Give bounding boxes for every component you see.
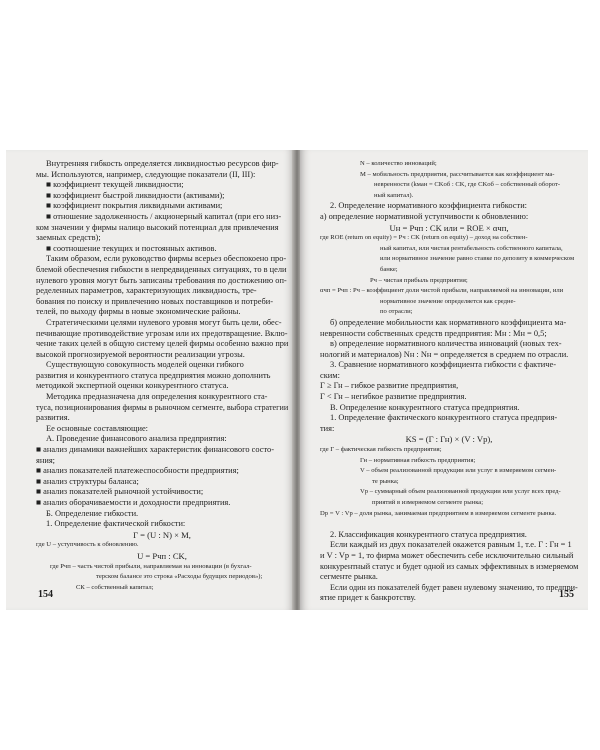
text-line-content: Если каждый из двух показателей окажется равным 1, т.е. Г : Гн = 1 — [330, 540, 572, 550]
text-line-content: ■ отношение задолженность / акционерный капитал (при его низ- — [46, 211, 282, 221]
text-line — [320, 339, 578, 350]
text-line-content: где U – уступчивость к обновлению. — [36, 541, 139, 549]
text-line-content: СК – собственный капитал; — [76, 583, 154, 591]
text-line — [36, 371, 288, 382]
text-line-content: ■ коэффициент быстрой ликвидности (активами); — [46, 190, 225, 200]
text-line — [320, 318, 578, 329]
text-line — [320, 572, 578, 583]
text-line — [320, 551, 578, 562]
left-page — [6, 150, 294, 610]
text-line — [320, 445, 578, 456]
text-line-content: развития и конкурентного статуса предприятия можно дополнить — [36, 370, 271, 380]
text-line-content: яния; — [36, 455, 55, 465]
text-line — [36, 434, 288, 445]
text-line-content: ный капитал, или чистая рентабельность собственного капитала, — [380, 244, 563, 252]
text-line — [320, 254, 578, 265]
text-line — [320, 350, 578, 361]
text-line-content: Методика предназначена для определения конкурентного ста- — [46, 392, 268, 402]
text-line — [36, 540, 288, 551]
text-line — [36, 477, 288, 488]
text-line-content: Г ≥ Гн – гибкое развитие предприятия, — [320, 381, 459, 391]
text-line-content: Uн = Pчп : CK или = ROE × αчп, — [389, 222, 509, 233]
text-line-content: приятий в измеряемом сегменте рынка; — [372, 499, 484, 506]
text-line — [320, 424, 578, 435]
text-line — [320, 456, 578, 467]
text-line — [320, 593, 578, 604]
text-line — [320, 413, 578, 424]
text-line — [320, 466, 578, 477]
text-line — [320, 286, 578, 297]
text-line-content: блемой обеспечения гибкости в непредвиденных ситуациях, то в цели — [36, 264, 287, 274]
text-line — [320, 201, 578, 212]
text-line-content: В. Определение конкурентного статуса предприятия. — [330, 402, 520, 412]
text-line-content: ■ анализ показателей рыночной устойчивости; — [36, 487, 204, 497]
text-line — [36, 212, 288, 223]
text-line — [320, 159, 578, 170]
text-line-content: развития. — [36, 413, 70, 423]
text-line-content: ный капитал). — [374, 191, 414, 199]
text-line-content: ятие придет к банкротству. — [320, 593, 416, 603]
text-line-content: Стратегическими целями нулевого уровня могут быть цели, обес- — [46, 317, 282, 327]
left-page-number: 154 — [38, 589, 53, 600]
text-line — [36, 191, 288, 202]
text-line — [36, 509, 288, 520]
text-line — [320, 509, 578, 520]
text-line-content: терском балансе это строка «Расходы будущих периодов»); — [96, 573, 263, 581]
text-line-content: чение таких целей в общую систему целей фирмы особенно важно при — [36, 339, 289, 349]
text-line — [320, 276, 578, 287]
text-line-content: высокой прогнозируемой вероятности реализации угрозы. — [36, 349, 245, 359]
text-line-content: ■ анализ динамики важнейших характеристик финансового состо- — [36, 445, 274, 455]
text-line-content: Г = (U : N) × M, — [133, 529, 191, 540]
text-line — [320, 371, 578, 382]
text-line-content: или нормативное значение равно ставке по депозиту в коммерческом — [380, 255, 575, 263]
text-line — [320, 297, 578, 308]
text-line-content: конкурентный статус и будет одной из самых эффективных в измеряемом — [320, 561, 579, 571]
text-line-content: методикой экспертной оценки конкурентного статуса. — [36, 381, 229, 391]
text-line — [36, 562, 288, 573]
text-line — [36, 318, 288, 329]
text-line — [320, 170, 578, 181]
text-line — [36, 339, 288, 350]
text-line-content: Б. Определение гибкости. — [46, 508, 139, 518]
text-line — [320, 519, 578, 530]
text-line — [36, 551, 288, 562]
text-line — [36, 254, 288, 265]
text-line — [320, 403, 578, 414]
text-line-content: мы. Используются, например, следующие показатели (II, III): — [36, 169, 256, 179]
text-line-content: 3. Сравнение нормативного коэффициента гибкости с фактиче- — [330, 360, 556, 370]
text-line-content: 1. Определение фактической гибкости: — [46, 519, 186, 529]
text-line-content: KS = (Г : Гн) × (V : Vр), — [405, 434, 493, 445]
text-line-content: Pч – чистая прибыль предприятия; — [370, 276, 468, 284]
text-line-content: где Г – фактическая гибкость предприятия; — [320, 446, 442, 454]
text-line-content: А. Проведение финансового анализа предприятия: — [46, 434, 227, 444]
text-line-content: нормативное значение определяется как средне- — [380, 297, 516, 305]
text-line-content: ■ анализ структуры баланса; — [36, 476, 139, 486]
text-line-content: туса, позиционирования фирмы в рыночном сегменте, выбора стратегии — [36, 402, 289, 412]
text-line-content: по отрасли; — [380, 308, 413, 316]
text-line — [36, 487, 288, 498]
text-line — [320, 191, 578, 202]
text-line-content: сегменте рынка. — [320, 572, 378, 582]
text-line-content: телей, по выходу фирмы в новые экономические районы. — [36, 307, 241, 317]
text-line — [36, 445, 288, 456]
text-line — [36, 286, 288, 297]
text-line-content: ■ анализ оборачиваемости и доходности предприятия. — [36, 498, 231, 507]
text-line — [36, 350, 288, 361]
text-line — [320, 212, 578, 223]
text-line-content: Таким образом, если руководство фирмы всерьез обеспокоено про- — [46, 254, 287, 264]
text-line — [320, 562, 578, 573]
text-line — [320, 530, 578, 541]
text-line — [36, 530, 288, 541]
text-line-content: Ее основные составляющие: — [46, 423, 149, 433]
text-line-content: а) определение нормативной уступчивости к обновлению: — [320, 211, 529, 221]
text-line-content: 2. Классификация конкурентного статуса предприятия. — [330, 529, 527, 539]
text-line — [36, 572, 288, 583]
left-page-text — [36, 159, 288, 593]
text-line-content: невренности (kман = CKоб : CK, где CKоб – собственный оборот- — [374, 181, 561, 189]
text-line — [36, 170, 288, 181]
text-line — [36, 159, 288, 170]
text-line-content: U = Pчп : CK, — [137, 550, 187, 561]
text-line — [320, 180, 578, 191]
text-line — [320, 487, 578, 498]
text-line-content: заемных средств); — [36, 233, 101, 243]
text-line-content: ком значении у фирмы налицо высокий потенциал для привлечения — [36, 222, 279, 232]
right-page-number: 155 — [559, 589, 574, 600]
text-line — [320, 360, 578, 371]
text-line-content: где Pчп – часть чистой прибыли, направляемая на инновации (в бухгал- — [50, 562, 252, 570]
text-line — [320, 498, 578, 509]
text-line — [36, 466, 288, 477]
text-line-content: те рынка; — [372, 477, 399, 485]
text-line — [36, 223, 288, 234]
text-line — [36, 456, 288, 467]
text-line-content: Если один из показателей будет равен нулевому значению, то предпри- — [330, 582, 578, 592]
text-line — [36, 180, 288, 191]
text-line — [36, 307, 288, 318]
right-page — [300, 150, 588, 610]
text-line-content: Vр – суммарный объем реализованной продукции или услуг всех пред- — [360, 488, 561, 496]
text-line-content: ■ анализ показателей платежеспособности предприятия; — [36, 466, 239, 476]
text-line — [36, 360, 288, 371]
text-line-content: б) определение мобильности как нормативного коэффициента ма- — [330, 317, 567, 327]
text-line-content: ским: — [320, 370, 340, 380]
text-line-content: ределенных параметров, характеризующих ликвидность, тре- — [36, 286, 257, 296]
text-line — [36, 297, 288, 308]
text-line — [36, 583, 288, 594]
text-line — [36, 329, 288, 340]
text-line — [320, 329, 578, 340]
text-line-content: 1. Определение фактического конкурентного статуса предприя- — [330, 413, 558, 423]
text-line — [36, 392, 288, 403]
text-line-content: нулевого уровня могут быть записаны требования по достижению оп- — [36, 275, 287, 285]
text-line — [36, 233, 288, 244]
text-line-content: 2. Определение нормативного коэффициента гибкости: — [330, 201, 527, 211]
text-line-content: N – количество инноваций; — [360, 160, 437, 167]
text-line-content: где ROE (return on equity) = Pч : CK (return on equity) – доход на собствен- — [320, 234, 528, 242]
right-page-text — [320, 159, 578, 604]
text-line — [320, 265, 578, 276]
text-line-content: Внутренняя гибкость определяется ликвидностью ресурсов фир- — [46, 159, 279, 168]
text-line — [36, 413, 288, 424]
text-line — [36, 403, 288, 414]
text-line-content: и V : Vр = 1, то фирма может обеспечить себе исключительно сильный — [320, 550, 574, 560]
text-line — [36, 201, 288, 212]
text-line-content: в) определение нормативного количества инноваций (новых тех- — [330, 339, 562, 349]
text-line — [36, 498, 288, 509]
text-line-content: невренности собственных средств предприятия: Mн : Mн = 0,5; — [320, 328, 547, 338]
text-line-content: V – объем реализованной продукции или услуг в измеряемом сегмен- — [360, 467, 557, 475]
text-line-content: тия: — [320, 423, 335, 433]
text-line — [320, 307, 578, 318]
text-line — [320, 392, 578, 403]
text-line — [36, 244, 288, 255]
text-line — [320, 223, 578, 234]
text-line — [320, 434, 578, 445]
text-line — [320, 244, 578, 255]
text-line-content: ■ соотношение текущих и постоянных активов. — [46, 243, 217, 253]
text-line — [36, 276, 288, 287]
text-line — [36, 424, 288, 435]
text-line — [320, 381, 578, 392]
text-line — [36, 381, 288, 392]
text-line-content: печивающие противодействие угрозам или их предотвращение. Вклю- — [36, 328, 288, 338]
text-line — [320, 583, 578, 594]
text-line-content: Г < Гн – негибкое развитие предприятия. — [320, 392, 467, 402]
text-line-content: Существующую совокупность моделей оценки гибкого — [46, 360, 244, 370]
text-line — [320, 233, 578, 244]
text-line-content: ■ коэффициент текущей ликвидности; — [46, 180, 184, 190]
text-line-content: бования по поиску и привлечению новых поставщиков и потреби- — [36, 296, 273, 306]
text-line-content: Гн – нормативная гибкость предприятия; — [360, 456, 476, 464]
text-line-content: банке; — [380, 265, 398, 273]
text-line-content: M – мобильность предприятия, рассчитывается как коэффициент ма- — [360, 170, 555, 178]
text-line — [36, 519, 288, 530]
text-line — [36, 265, 288, 276]
text-line-content: нологий и материалов) Nн : Nн = определяется в среднем по отрасли. — [320, 349, 569, 359]
text-line — [320, 540, 578, 551]
text-line-content: αчп = Pчп : Pч – коэффициент доли чистой прибыли, направляемой на инновации, или — [320, 287, 564, 295]
text-line-content: Dр = V : Vр – доля рынка, занимаемая предприятием в измеряемом сегменте рынка. — [320, 509, 557, 517]
text-line — [320, 477, 578, 488]
text-line-content: ■ коэффициент покрытия ликвидными активами; — [46, 201, 223, 211]
